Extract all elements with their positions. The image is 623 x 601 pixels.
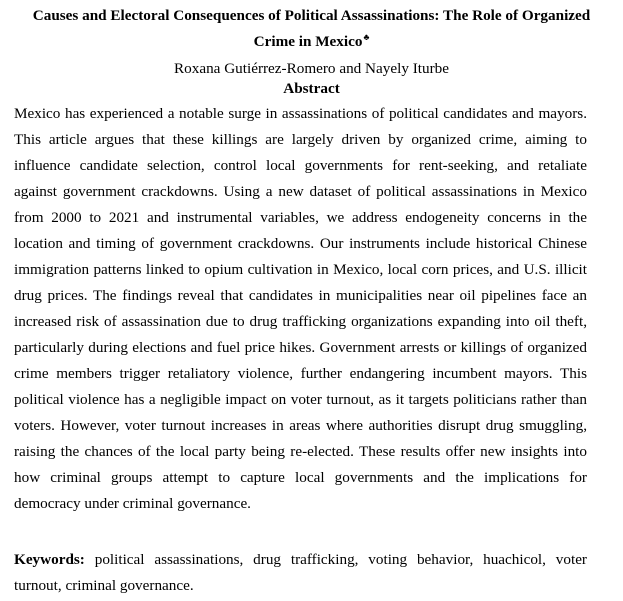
keywords-text-1: political assassinations, drug trafficking, voting behavior, huachicol, voter — [94, 551, 587, 568]
abstract-body — [14, 101, 587, 517]
keywords-line-2: turnout, criminal governance. — [14, 577, 194, 594]
paper-title-line-2 — [0, 29, 623, 55]
abstract-line: how criminal groups attempt to capture local governments and the implications for — [14, 469, 587, 486]
abstract-line: Mexico has experienced a notable surge in assassinations of political candidates and mayors. — [14, 105, 587, 122]
paper-title-text-2: Crime in Mexico — [253, 33, 363, 50]
paper-title-line-1 — [0, 3, 623, 29]
abstract-line: political violence has a negligible impact on voter turnout, as it targets politicians rather than — [14, 391, 587, 408]
keywords-block — [14, 547, 587, 599]
abstract-line: increased risk of assassination due to drug trafficking organizations expanding into oil theft, — [14, 313, 587, 330]
abstract-line: This article argues that these killings are largely driven by organized crime, aiming to — [14, 131, 587, 148]
abstract-line: raising the chances of the local party being re-elected. These results offer new insights into — [14, 443, 587, 460]
abstract-line: drug prices. The findings reveal that candidates in municipalities near oil pipelines face an — [14, 287, 587, 304]
abstract-heading: Abstract — [283, 80, 340, 97]
abstract-line: particularly during elections and fuel price hikes. Government arrests or killings of organized — [14, 339, 587, 356]
abstract-line: against government crackdowns. Using a new dataset of political assassinations in Mexico — [14, 183, 587, 200]
abstract-line: immigration patterns linked to opium cultivation in Mexico, local corn prices, and U.S. illicit — [14, 261, 587, 278]
abstract-line: democracy under criminal governance. — [14, 495, 251, 512]
keywords-label: Keywords: — [14, 551, 85, 568]
keywords-line-1 — [14, 547, 587, 573]
author-list: Roxana Gutiérrez-Romero and Nayely Iturbe — [174, 60, 449, 77]
abstract-line: voters. However, voter turnout increases in areas where authorities disrupt drug smuggling, — [14, 417, 587, 434]
abstract-line: location and timing of government crackdowns. Our instruments include historical Chinese — [14, 235, 587, 252]
abstract-line: from 2000 to 2021 and instrumental variables, we address endogeneity concerns in the — [14, 209, 587, 226]
abstract-line: crime members trigger retaliatory violence, further endangering incumbent mayors. This — [14, 365, 587, 382]
paper-title-text-1: Causes and Electoral Consequences of Political Assassinations: The Role of Organized — [32, 7, 591, 24]
footnote-marker[interactable]: ♣ — [363, 32, 370, 42]
abstract-line: influence candidate selection, control local governments for rent-seeking, and retaliate — [14, 157, 587, 174]
